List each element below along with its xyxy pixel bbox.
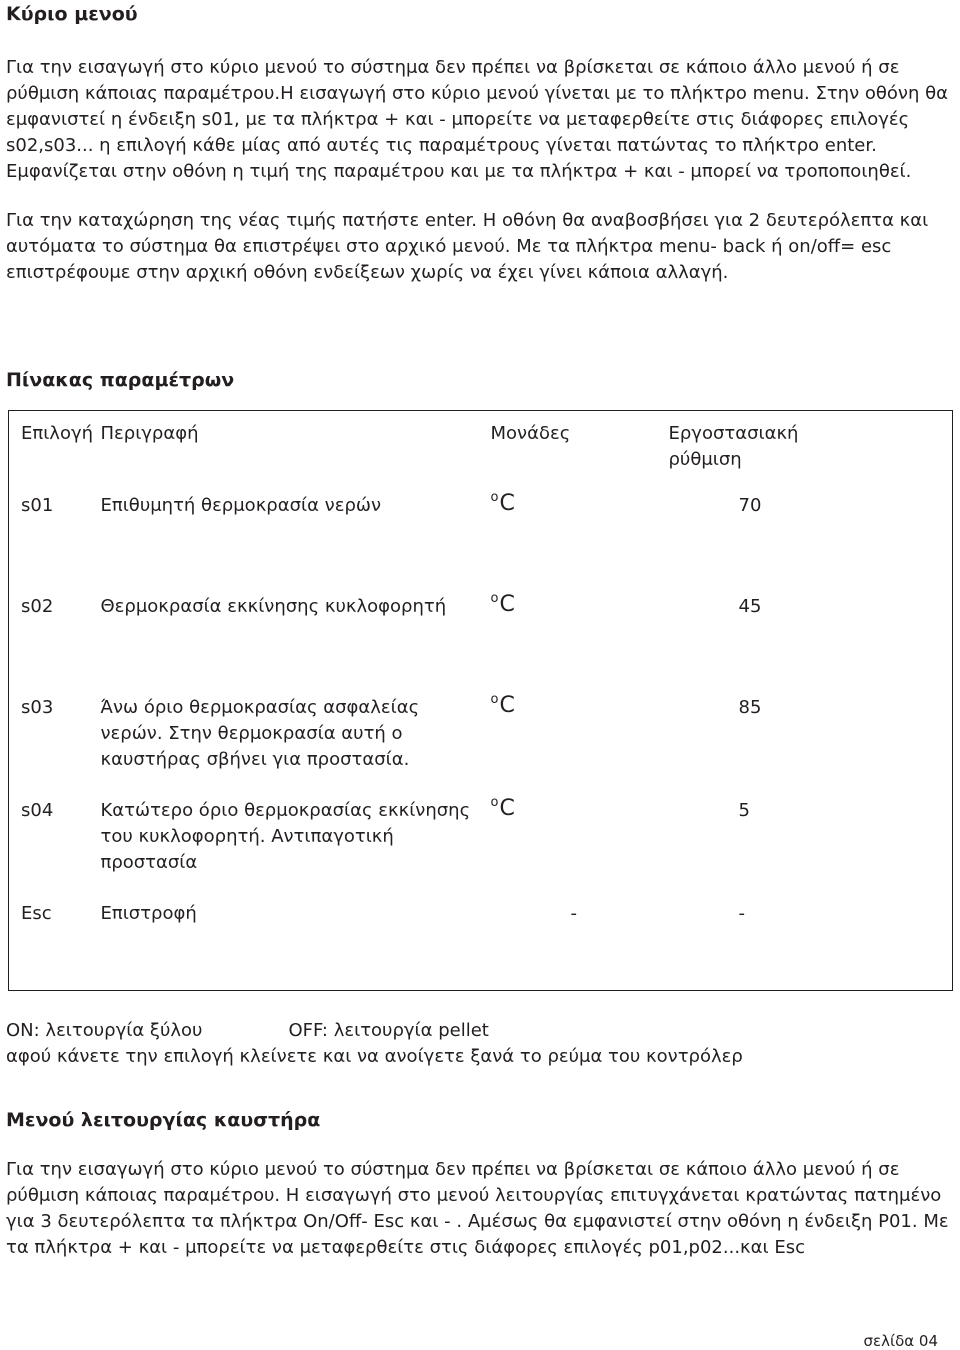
degree-mark: o — [490, 590, 499, 606]
text-line: Για την εισαγωγή στο κύριο μενού το σύστημα δεν πρέπει να βρίσκεται σε κάποιο άλλο μενού ή σε — [6, 1159, 900, 1180]
cell-description — [101, 796, 491, 899]
main-menu-paragraph-1 — [6, 55, 956, 185]
cell-unit — [491, 491, 669, 592]
header-description: Περιγραφή — [100, 423, 199, 444]
text-line: ρύθμιση κάποιας παραμέτρου. Η εισαγωγή στο μενού λειτουργίας επιτυγχάνεται κρατώντας πατημένο — [6, 1185, 942, 1206]
text-line: Για την καταχώρηση της νέας τιμής πατήστε enter. Η οθόνη θα αναβοσβήσει για 2 δευτερόλεπτα και — [6, 210, 929, 231]
text-line: Για την εισαγωγή στο κύριο μενού το σύστημα δεν πρέπει να βρίσκεται σε κάποιο άλλο μενού ή σε — [6, 57, 900, 78]
description-line: καυστήρας σβήνει για προστασία. — [100, 748, 410, 770]
section-title-main-menu: Κύριο μενού — [6, 3, 138, 25]
cell-unit — [491, 592, 669, 693]
header-units: Μονάδες — [490, 423, 571, 444]
cell-description: Θερμοκρασία εκκίνησης κυκλοφορητή — [100, 595, 447, 617]
unit-symbol: C — [499, 692, 515, 718]
unit-symbol: C — [499, 795, 515, 821]
cell-description — [101, 693, 491, 796]
cell-default-value: 5 — [738, 799, 750, 821]
page-number: σελίδα 04 — [863, 1332, 938, 1350]
cell-option: s03 — [21, 696, 54, 718]
text-line: Εμφανίζεται στην οθόνη η τιμή της παραμέτρου και με τα πλήκτρα + και - μπορεί να τροποποιηθεί. — [6, 161, 912, 182]
on-mode-note: ON: λειτουργία ξύλου — [6, 1020, 203, 1041]
cell-default-value: 45 — [738, 595, 762, 617]
degree-mark: o — [490, 489, 499, 505]
burner-menu-paragraph — [6, 1157, 956, 1261]
table-header-row — [9, 411, 953, 491]
cell-option: s02 — [21, 595, 54, 617]
mode-notes — [6, 1018, 489, 1044]
header-default-line: Εργοστασιακή — [668, 423, 799, 444]
degree-mark: o — [490, 691, 499, 707]
cell-default-value: 85 — [738, 696, 762, 718]
parameters-table — [8, 410, 953, 991]
text-line: τα πλήκτρα + και - μπορείτε να μεταφερθείτε στις διάφορες επιλογές p01,p02...και Esc — [6, 1237, 805, 1258]
description-line: νερών. Στην θερμοκρασία αυτή ο — [100, 722, 403, 744]
cell-default-value: - — [738, 902, 745, 924]
table-row — [9, 491, 953, 592]
cell-description: Επιστροφή — [100, 902, 197, 924]
text-line: ρύθμιση κάποιας παραμέτρου.Η εισαγωγή στο κύριο μενού γίνεται με το πλήκτρο menu. Στην οθόνη θα — [6, 83, 948, 104]
text-line: εμφανιστεί η ένδειξη s01, με τα πλήκτρα + και - μπορείτε να μεταφερθείτε στις διάφορες επιλογές — [6, 109, 910, 130]
text-line: s02,s03... η επιλογή κάθε μίας από αυτές τις παραμέτρους γίνεται πατώντας το πλήκτρο enter. — [6, 135, 877, 156]
cell-description: Επιθυμητή θερμοκρασία νερών — [100, 494, 382, 516]
description-line: Κατώτερο όριο θερμοκρασίας εκκίνησης — [100, 799, 471, 821]
cell-option: s04 — [21, 799, 54, 821]
header-default — [669, 411, 953, 491]
cell-option: s01 — [21, 494, 54, 516]
restart-note: αφού κάνετε την επιλογή κλείνετε και να ανοίγετε ξανά το ρεύμα του κοντρόλερ — [6, 1046, 743, 1067]
description-line: Άνω όριο θερμοκρασίας ασφαλείας — [100, 696, 420, 718]
description-line: του κυκλοφορητή. Αντιπαγοτική — [100, 825, 394, 847]
cell-unit — [491, 693, 669, 796]
text-line: επιστρέφουμε στην αρχική οθόνη ενδείξεων χωρίς να έχει γίνει κάποια αλλαγή. — [6, 262, 729, 283]
header-option: Επιλογή — [21, 423, 94, 444]
section-title-burner-menu: Μενού λειτουργίας καυστήρα — [6, 1109, 321, 1131]
table-row — [9, 796, 953, 899]
cell-unit: - — [570, 902, 577, 924]
off-mode-note: OFF: λειτουργία pellet — [288, 1020, 489, 1041]
text-line: για 3 δευτερόλεπτα τα πλήκτρα On/Off- Esc και - . Αμέσως θα εμφανιστεί στην οθόνη η ένδειξη P01. Με — [6, 1211, 949, 1232]
header-default-line: ρύθμιση — [668, 449, 742, 470]
cell-unit — [491, 796, 669, 899]
table-title: Πίνακας παραμέτρων — [6, 369, 235, 391]
table-row — [9, 592, 953, 693]
main-menu-paragraph-2 — [6, 208, 956, 286]
description-line: προστασία — [100, 851, 198, 873]
unit-symbol: C — [499, 591, 515, 617]
unit-symbol: C — [499, 490, 515, 516]
cell-option: Esc — [21, 902, 52, 924]
table-row — [9, 693, 953, 796]
degree-mark: o — [490, 794, 499, 810]
text-line: αυτόματα το σύστημα θα επιστρέψει στο αρχικό μενού. Με τα πλήκτρα menu- back ή on/off= esc — [6, 236, 892, 257]
table-row — [9, 899, 953, 991]
cell-default-value: 70 — [738, 494, 762, 516]
